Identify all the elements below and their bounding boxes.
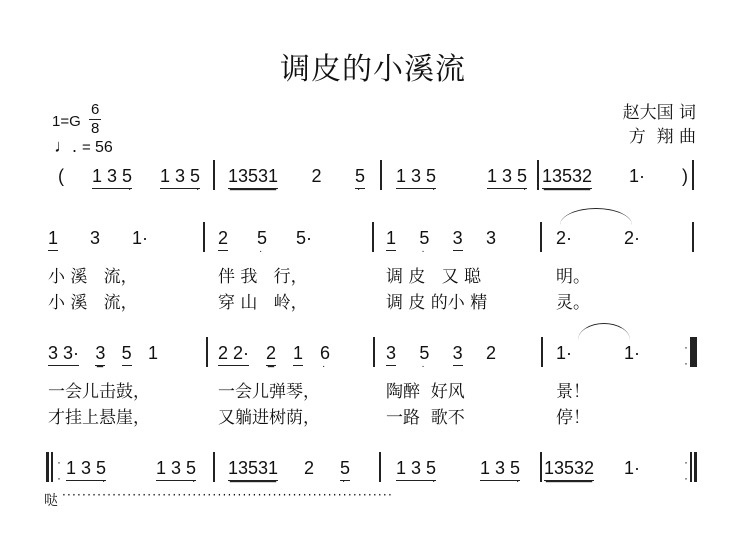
lyric-segment: 调 皮 的小 精: [386, 293, 488, 313]
measure: [542, 166, 688, 189]
tie-arc: [560, 208, 632, 225]
barline: [373, 337, 375, 367]
lyric-segment: 灵。: [556, 293, 590, 313]
low-octave-dot: ·: [191, 476, 196, 487]
measure: [48, 343, 158, 366]
note-group: 3: [95, 343, 105, 366]
measure: [48, 228, 148, 251]
note-group: 5 ·: [419, 343, 430, 372]
measure: [66, 458, 196, 487]
repeat-end-barline: [690, 337, 692, 367]
note-group: 1 3 5 ·: [396, 166, 437, 195]
barline: [540, 222, 542, 252]
note-group: 1 3 5 ·: [155, 458, 196, 487]
lyric-segment: 一路 歌不: [386, 408, 465, 428]
note-group: 1·: [623, 343, 640, 363]
lyric-segment: 才挂上悬崖，: [48, 408, 150, 428]
note-group: 5 ·: [354, 166, 365, 195]
lyric-segment: 调 皮 又 聪: [386, 267, 482, 287]
score-row: [0, 452, 746, 492]
note-group: ): [681, 166, 688, 186]
barline: [213, 160, 215, 190]
note-group: 2·: [623, 228, 640, 248]
note-group: 1·: [623, 458, 640, 478]
tempo-note-icon: ♩.: [54, 136, 78, 156]
note-group: 1·: [131, 228, 148, 248]
coda-syllable: 哒: [44, 493, 58, 509]
note-group: 2: [311, 166, 322, 186]
coda-dots: ··································································: [62, 488, 393, 502]
note-group: (: [58, 166, 64, 186]
measure: [228, 166, 365, 195]
note-group: 13532: [542, 166, 592, 189]
repeat-dots: · ·: [684, 340, 688, 370]
note-group: 3: [453, 343, 463, 366]
note-group: 2·: [556, 228, 573, 248]
barline: [372, 222, 374, 252]
note-group: 5 ·: [256, 228, 267, 257]
barline: [203, 222, 205, 252]
measure: [556, 228, 640, 250]
low-octave-dot: ·: [195, 184, 200, 195]
note-group: 3: [89, 228, 100, 248]
note-group: 5 ·: [419, 228, 430, 257]
low-octave-dot: ·: [515, 476, 520, 487]
note-group: 1·: [629, 166, 646, 186]
barline: [213, 452, 215, 482]
measure: [396, 458, 520, 487]
note-group: 1 3 5 ·: [159, 166, 200, 195]
repeat-start-barline: [46, 452, 49, 482]
key-signature: 1=G: [52, 113, 81, 130]
measure: [218, 228, 312, 257]
measure: [544, 458, 640, 481]
time-signature-bottom: 8: [91, 120, 100, 137]
note-group: 5: [122, 343, 132, 366]
repeat-start-barline: [51, 452, 53, 482]
low-octave-dot: ·: [127, 184, 132, 195]
lyric-segment: 伴 我 行，: [218, 267, 308, 287]
measure: [386, 228, 496, 257]
repeat-dots: · ·: [57, 455, 61, 485]
note-group: 5 ·: [339, 458, 350, 487]
note-group: 5·: [295, 228, 312, 248]
measure: [386, 343, 496, 372]
repeat-end-barline: [690, 452, 692, 482]
note-group: 1 3 5 ·: [479, 458, 520, 487]
note-group: 3 3·: [48, 343, 79, 366]
barline: [541, 337, 543, 367]
lyric-segment: 穿 山 岭，: [218, 293, 308, 313]
time-signature-top: 6: [91, 101, 100, 118]
note-group: 1·: [556, 343, 573, 363]
lyric-segment: 景！: [556, 382, 590, 402]
note-group: 13531: [228, 458, 278, 481]
low-octave-dot: ·: [421, 361, 425, 372]
repeat-dots: · ·: [684, 455, 688, 485]
measure: [556, 343, 640, 365]
low-octave-dot: ·: [432, 184, 436, 195]
tempo-value: 56: [95, 139, 113, 156]
note-group: 13531: [228, 166, 278, 189]
repeat-end-barline: [694, 337, 697, 367]
lyric-segment: 小 溪 流，: [48, 293, 138, 313]
low-octave-dot: ·: [341, 476, 346, 487]
note-group: 2: [485, 343, 496, 363]
low-octave-dot: ·: [522, 184, 527, 195]
barline: [540, 452, 542, 482]
note-group: 1: [386, 228, 396, 251]
measure: [58, 166, 200, 195]
low-octave-dot: ·: [321, 361, 326, 372]
note-group: 2: [266, 343, 276, 366]
barline: [692, 222, 694, 252]
lyric-segment: 明。: [556, 267, 590, 287]
note-group: 1 3 5 ·: [486, 166, 527, 195]
low-octave-dot: ·: [356, 184, 361, 195]
measure: [396, 166, 527, 195]
lyric-segment: 小 溪 流，: [48, 267, 138, 287]
score-row: [0, 160, 746, 200]
repeat-end-barline: [694, 452, 697, 482]
measure: [228, 458, 350, 487]
note-group: 1: [293, 343, 303, 366]
barline: [379, 452, 381, 482]
tie-arc: [578, 323, 630, 340]
note-group: 3: [453, 228, 463, 251]
score-row: [0, 222, 746, 313]
note-group: 2: [304, 458, 315, 478]
note-group: 1: [147, 343, 158, 363]
low-octave-dot: ·: [421, 246, 425, 257]
lyric-segment: 陶醉 好风: [386, 382, 465, 402]
lyricist-credit: 赵大国 词: [622, 103, 696, 123]
score-row: [0, 337, 746, 428]
measure: [218, 343, 330, 372]
composer-credit: 方 翔 曲: [628, 127, 696, 147]
low-octave-dot: ·: [258, 246, 263, 257]
note-group: 3: [386, 343, 396, 366]
barline: [206, 337, 208, 367]
note-group: 3: [485, 228, 496, 248]
note-group: 1 3 5 ·: [91, 166, 132, 195]
note-group: 1 3 5 ·: [66, 458, 107, 487]
barline: [692, 160, 694, 190]
low-octave-dot: ·: [102, 476, 106, 487]
lyric-segment: 一会儿击鼓，: [48, 382, 150, 402]
barline: [380, 160, 382, 190]
lyric-segment: 又躺进树荫，: [218, 408, 320, 428]
low-octave-dot: ·: [432, 476, 436, 487]
note-group: 6 ·: [319, 343, 330, 372]
barline: [537, 160, 539, 190]
tempo-equals: =: [82, 139, 91, 156]
note-group: 2: [218, 228, 228, 251]
song-title: 调皮的小溪流: [280, 52, 466, 87]
lyric-segment: 停！: [556, 408, 590, 428]
note-group: 1: [48, 228, 58, 251]
note-group: 1 3 5 ·: [396, 458, 437, 487]
note-group: 2 2·: [218, 343, 249, 366]
lyric-segment: 一会儿弹琴，: [218, 382, 320, 402]
note-group: 13532: [544, 458, 594, 481]
